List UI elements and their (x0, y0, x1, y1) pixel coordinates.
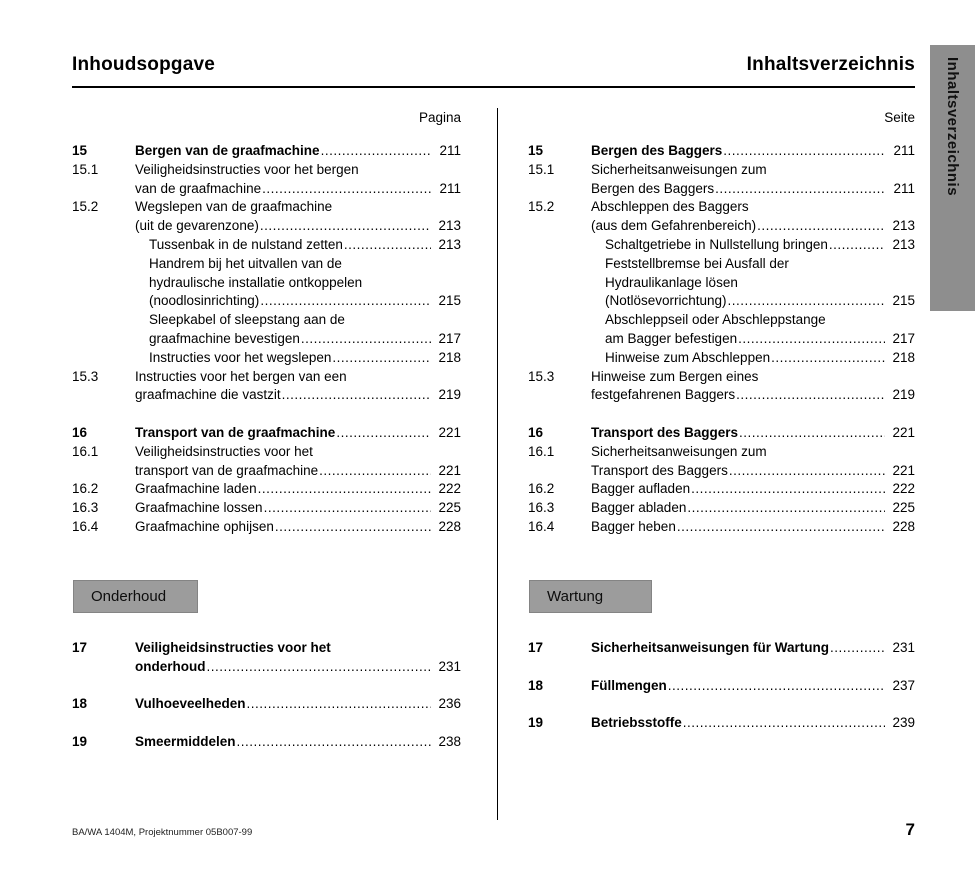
toc-leader-dots (715, 180, 885, 199)
toc-entry-title: Bagger abladen (591, 500, 687, 516)
footer-document-reference: BA/WA 1404M, Projektnummer 05B007-99 (72, 827, 253, 838)
toc-leader-dots (282, 386, 431, 405)
toc-row (528, 480, 915, 499)
toc-row (72, 443, 461, 462)
toc-page-number: 225 (892, 500, 915, 516)
toc-page-number: 221 (438, 424, 461, 440)
toc-entry-title: Abschleppen des Baggers (591, 199, 749, 215)
page-column-label-right: Seite (884, 110, 915, 125)
toc-row (528, 518, 915, 537)
toc-row (528, 499, 915, 518)
toc-page-number: 213 (892, 218, 915, 234)
toc-entry-title: Bergen van de graafmachine (135, 143, 320, 158)
toc-entry-title: Wegslepen van de graafmachine (135, 199, 333, 215)
toc-entry-number: 16.4 (528, 518, 555, 534)
toc-leader-dots (260, 292, 431, 311)
toc-leader-dots (262, 180, 431, 199)
toc-leader-dots (264, 499, 431, 518)
toc-entry-title: Sicherheitsanweisungen zum (591, 161, 767, 177)
toc-entry-title: Smeermiddelen (135, 733, 236, 749)
toc-column-dutch-maintenance (72, 639, 461, 752)
footer-page-number: 7 (905, 820, 915, 839)
toc-entry-title: Graafmachine ophijsen (135, 518, 274, 534)
toc-entry-number: 19 (72, 733, 88, 749)
toc-entry-title: Instructies voor het wegslepen (149, 349, 332, 365)
toc-entry-number: 16.3 (72, 500, 99, 516)
toc-entry-title: (Notlösevorrichtung) (605, 293, 727, 309)
toc-entry-number: 16.2 (528, 481, 555, 497)
toc-leader-dots (677, 518, 885, 537)
toc-page-number: 218 (438, 349, 461, 365)
toc-row (528, 349, 915, 368)
toc-row (72, 217, 461, 236)
toc-entry-number: 16 (72, 424, 88, 440)
toc-entry-title: Veiligheidsinstructies voor het bergen (135, 161, 359, 177)
toc-entry-number: 18 (528, 677, 544, 693)
toc-row (72, 733, 461, 752)
toc-row (528, 714, 915, 733)
toc-page-number: 237 (892, 677, 915, 693)
toc-entry-number: 16.4 (72, 518, 99, 534)
toc-entry-title: Abschleppseil oder Abschleppstange (605, 312, 826, 328)
toc-leader-dots (728, 292, 885, 311)
toc-leader-dots (771, 349, 885, 368)
toc-page-number: 231 (438, 658, 461, 674)
toc-entry-number: 16.2 (72, 481, 99, 497)
toc-leader-dots (687, 499, 885, 518)
toc-row (528, 274, 915, 293)
toc-row (528, 311, 915, 330)
toc-page-number: 221 (438, 462, 461, 478)
toc-leader-dots (321, 142, 431, 161)
toc-leader-dots (207, 658, 432, 677)
toc-entry-number: 16.1 (528, 443, 555, 459)
toc-entry-title: Hydraulikanlage lösen (605, 274, 738, 290)
toc-page-number: 238 (438, 733, 461, 749)
toc-row (72, 386, 461, 405)
section-box-label: Wartung (547, 588, 604, 605)
column-divider (497, 108, 498, 820)
toc-leader-dots (729, 462, 885, 481)
toc-page-number: 236 (438, 696, 461, 712)
section-box-wartung (529, 580, 652, 613)
toc-row (72, 274, 461, 293)
toc-row (72, 349, 461, 368)
toc-page-number: 228 (438, 518, 461, 534)
toc-entry-number: 17 (72, 640, 88, 655)
toc-leader-dots (829, 236, 885, 255)
toc-entry-number: 15.3 (528, 368, 555, 384)
toc-entry-title: van de graafmachine (135, 180, 262, 196)
toc-page-number: 213 (438, 218, 461, 234)
toc-page-number: 211 (893, 143, 915, 158)
toc-row (528, 292, 915, 311)
toc-entry-title: Sicherheitsanweisungen für Wartung (591, 640, 830, 655)
toc-entry-title: Tussenbak in de nulstand zetten (149, 236, 343, 252)
toc-leader-dots (247, 695, 431, 714)
toc-page-number: 219 (892, 387, 915, 403)
toc-row (528, 142, 915, 161)
toc-entry-title: Hinweise zum Bergen eines (591, 368, 759, 384)
toc-entry-number: 15 (528, 143, 544, 158)
toc-leader-dots (301, 330, 431, 349)
toc-row (72, 161, 461, 180)
toc-page-number: 215 (438, 293, 461, 309)
toc-entry-title: (aus dem Gefahrenbereich) (591, 218, 757, 234)
toc-entry-number: 19 (528, 715, 544, 731)
toc-page-number: 213 (438, 236, 461, 252)
toc-page-number: 215 (892, 293, 915, 309)
toc-entry-title: transport van de graafmachine (135, 462, 319, 478)
toc-row (72, 198, 461, 217)
section-box-onderhoud (73, 580, 198, 613)
toc-page-number: 225 (438, 500, 461, 516)
toc-leader-dots (332, 349, 431, 368)
toc-row (528, 255, 915, 274)
toc-row (72, 142, 461, 161)
toc-leader-dots (275, 518, 431, 537)
toc-page-number: 211 (439, 143, 461, 158)
toc-entry-number: 17 (528, 640, 544, 655)
toc-entry-title: Feststellbremse bei Ausfall der (605, 255, 789, 271)
toc-leader-dots (344, 236, 431, 255)
toc-page-number: 213 (892, 236, 915, 252)
page-column-label-left: Pagina (418, 110, 461, 125)
toc-page-number: 228 (892, 518, 915, 534)
toc-entry-title: Bagger heben (591, 518, 676, 534)
toc-entry-number: 16.3 (528, 500, 555, 516)
chapter-side-tab (930, 45, 975, 311)
toc-leader-dots (757, 217, 885, 236)
toc-page-number: 211 (893, 180, 915, 196)
toc-entry-number: 15 (72, 143, 88, 158)
toc-entry-title: Handrem bij het uitvallen van de (149, 255, 342, 271)
page-title-german: Inhaltsverzeichnis (746, 54, 915, 75)
toc-row (528, 198, 915, 217)
toc-row (72, 180, 461, 199)
toc-row (72, 311, 461, 330)
toc-entry-title: Transport van de graafmachine (135, 424, 336, 440)
toc-entry-title: Betriebsstoffe (591, 715, 682, 731)
toc-entry-title: Instructies voor het bergen van een (135, 368, 347, 384)
toc-leader-dots (738, 330, 885, 349)
toc-leader-dots (258, 480, 431, 499)
toc-entry-title: hydraulische installatie ontkoppelen (149, 274, 363, 290)
toc-leader-dots (723, 142, 885, 161)
toc-row (72, 658, 461, 677)
toc-leader-dots (237, 733, 431, 752)
toc-entry-title: Bergen des Baggers (591, 180, 715, 196)
toc-entry-title: Graafmachine lossen (135, 500, 263, 516)
toc-entry-title: Bergen des Baggers (591, 143, 723, 158)
toc-row (72, 424, 461, 443)
toc-entry-title: Transport des Baggers (591, 462, 728, 478)
toc-row (528, 386, 915, 405)
toc-entry-title: Veiligheidsinstructies voor het (135, 640, 331, 655)
toc-entry-title: Hinweise zum Abschleppen (605, 349, 771, 365)
toc-leader-dots (683, 714, 885, 733)
toc-row (528, 677, 915, 696)
toc-leader-dots (691, 480, 885, 499)
toc-entry-title: festgefahrenen Baggers (591, 387, 736, 403)
header-rule (72, 86, 915, 88)
toc-leader-dots (319, 462, 431, 481)
toc-column-german-maintenance (528, 639, 915, 733)
toc-row (72, 518, 461, 537)
toc-entry-number: 16.1 (72, 443, 99, 459)
toc-entry-title: graafmachine die vastzit (135, 387, 281, 403)
toc-entry-title: Transport des Baggers (591, 424, 739, 440)
toc-entry-title: Vulhoeveelheden (135, 696, 246, 712)
toc-row (72, 292, 461, 311)
toc-row (72, 499, 461, 518)
toc-leader-dots (668, 677, 885, 696)
toc-entry-title: Graafmachine laden (135, 481, 257, 497)
toc-row (528, 443, 915, 462)
toc-row (528, 217, 915, 236)
toc-entry-title: onderhoud (135, 658, 206, 674)
toc-leader-dots (736, 386, 885, 405)
toc-page-number: 219 (438, 387, 461, 403)
toc-row (72, 236, 461, 255)
section-box-label: Onderhoud (91, 588, 167, 605)
toc-row (528, 424, 915, 443)
toc-entry-number: 15.3 (72, 368, 99, 384)
toc-leader-dots (260, 217, 431, 236)
toc-page-number: 218 (892, 349, 915, 365)
toc-page-number: 211 (439, 180, 461, 196)
toc-row (528, 236, 915, 255)
page-title-dutch: Inhoudsopgave (72, 54, 215, 75)
toc-row (528, 639, 915, 658)
toc-page-number: 217 (892, 330, 915, 346)
toc-page-number: 221 (892, 424, 915, 440)
toc-row (72, 639, 461, 658)
toc-leader-dots (336, 424, 431, 443)
toc-row (528, 180, 915, 199)
toc-entry-number: 15.1 (528, 161, 555, 177)
toc-entry-title: Füllmengen (591, 677, 667, 693)
toc-entry-title: Veiligheidsinstructies voor het (135, 443, 313, 459)
toc-row (72, 462, 461, 481)
toc-row (72, 695, 461, 714)
toc-entry-title: (noodlosinrichting) (149, 293, 260, 309)
side-tab-label: Inhaltsverzeichnis (944, 57, 961, 197)
toc-row (72, 255, 461, 274)
toc-page-number: 231 (892, 640, 915, 655)
toc-leader-dots (739, 424, 885, 443)
toc-entry-title: (uit de gevarenzone) (135, 218, 259, 234)
toc-row (528, 462, 915, 481)
toc-row (528, 330, 915, 349)
toc-entry-title: Sicherheitsanweisungen zum (591, 443, 767, 459)
toc-page-number: 221 (892, 462, 915, 478)
toc-row (72, 330, 461, 349)
toc-row (528, 161, 915, 180)
toc-entry-title: graafmachine bevestigen (149, 330, 300, 346)
toc-entry-number: 15.2 (72, 199, 99, 215)
toc-entry-number: 15.2 (528, 199, 555, 215)
toc-row (72, 368, 461, 387)
toc-entry-number: 16 (528, 424, 544, 440)
toc-row (528, 368, 915, 387)
toc-entry-title: Sleepkabel of sleepstang aan de (149, 312, 345, 328)
toc-page-number: 239 (892, 715, 915, 731)
toc-entry-number: 18 (72, 696, 88, 712)
toc-page-number: 222 (892, 481, 915, 497)
toc-page-number: 217 (438, 330, 461, 346)
toc-leader-dots (830, 639, 885, 658)
toc-page-number: 222 (438, 481, 461, 497)
toc-entry-number: 15.1 (72, 161, 99, 177)
toc-row (72, 480, 461, 499)
toc-entry-title: Schaltgetriebe in Nullstellung bringen (605, 236, 828, 252)
toc-column-german-main (528, 142, 915, 537)
toc-entry-title: Bagger aufladen (591, 481, 691, 497)
toc-column-dutch-main (72, 142, 461, 537)
toc-entry-title: am Bagger befestigen (605, 330, 738, 346)
